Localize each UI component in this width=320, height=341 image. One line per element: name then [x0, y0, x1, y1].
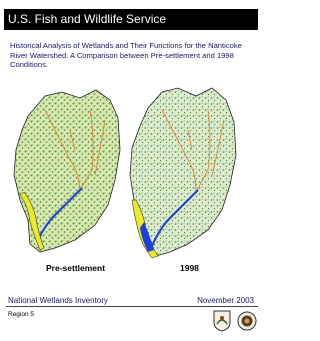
page-title: U.S. Fish and Wildlife Service — [8, 12, 167, 26]
map-1998 — [130, 88, 236, 258]
description: Historical Analysis of Wetlands and Their Functions for the Nanticoke River Watershed. A Comparison between Pre-settlement and 1998 Conditions. — [10, 41, 242, 69]
report-date: November 2003 — [197, 296, 254, 305]
map-pre-settlement — [14, 90, 120, 252]
usgs-seal-icon — [237, 310, 257, 332]
map-label-1998: 1998 — [180, 263, 199, 273]
region-label: Region 5 — [8, 311, 35, 318]
usfws-shield-icon — [212, 310, 232, 332]
footer-divider — [6, 306, 258, 307]
watershed-outline-pre — [14, 90, 120, 252]
program-name: National Wetlands Inventory — [8, 296, 108, 305]
map-label-pre-settlement: Pre-settlement — [46, 263, 106, 273]
